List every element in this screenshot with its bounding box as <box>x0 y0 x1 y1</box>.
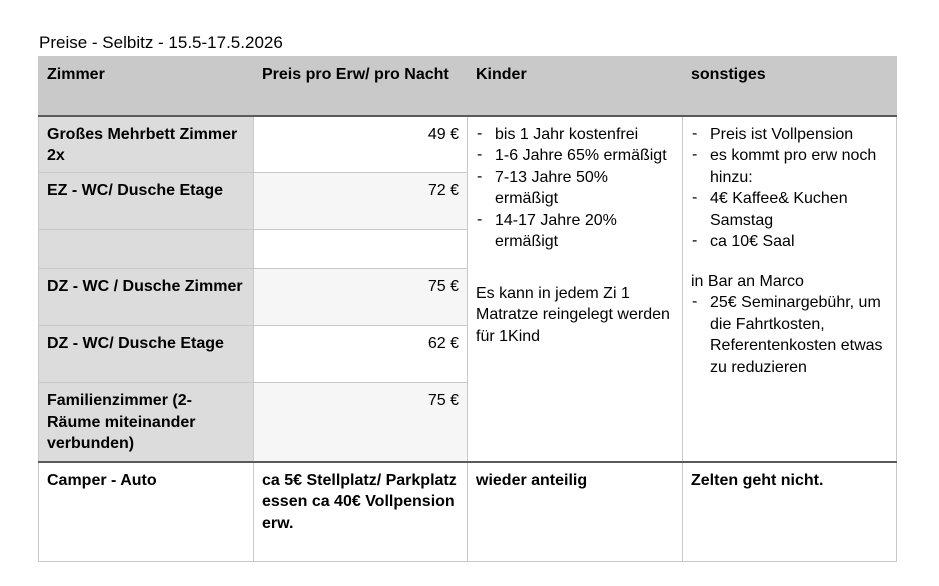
room-name: Großes Mehrbett Zimmer 2x <box>39 116 254 173</box>
list-item: - es kommt pro erw noch hinzu: <box>691 145 888 188</box>
sonstiges-cell <box>683 116 897 462</box>
room-price: 62 € <box>254 326 468 383</box>
room-name: DZ - WC/ Dusche Etage <box>39 326 254 383</box>
room-price: 75 € <box>254 269 468 326</box>
room-name <box>39 230 254 269</box>
room-price <box>254 230 468 269</box>
camper-sonstiges: Zelten geht nicht. <box>683 462 897 562</box>
room-price: 75 € <box>254 383 468 462</box>
price-table <box>38 56 897 562</box>
header-row <box>39 57 897 116</box>
header-zimmer: Zimmer <box>39 57 254 116</box>
list-item: - 4€ Kaffee& Kuchen Samstag <box>691 188 888 231</box>
bar-label: in Bar an Marco <box>691 272 804 290</box>
camper-label: Camper - Auto <box>39 462 254 562</box>
room-price: 49 € <box>254 116 468 173</box>
sonstiges-list <box>691 124 888 253</box>
list-item: - 25€ Seminargebühr, um die Fahrtkosten, Referentenkosten etwas zu reduzieren <box>691 292 888 378</box>
list-item: - Preis ist Vollpension <box>691 124 888 146</box>
list-item: - ca 10€ Saal <box>691 231 888 253</box>
header-sonstiges: sonstiges <box>683 57 897 116</box>
list-item: - bis 1 Jahr kostenfrei <box>476 124 674 146</box>
camper-kinder: wieder anteilig <box>468 462 683 562</box>
kinder-cell <box>468 116 683 462</box>
room-name: EZ - WC/ Dusche Etage <box>39 173 254 230</box>
kinder-list <box>476 124 674 253</box>
list-item: - 7-13 Jahre 50% ermäßigt <box>476 167 674 210</box>
camper-price-line: essen ca 40€ Vollpension erw. <box>262 493 455 532</box>
table-row <box>39 116 897 173</box>
header-preis: Preis pro Erw/ pro Nacht <box>254 57 468 116</box>
room-name: Familienzimmer (2-Räume miteinander verbunden) <box>39 383 254 462</box>
table-caption: Preise - Selbitz - 15.5-17.5.2026 <box>39 33 283 52</box>
list-item: - 1-6 Jahre 65% ermäßigt <box>476 145 674 167</box>
bar-list <box>691 292 888 378</box>
kinder-note: Es kann in jedem Zi 1 Matratze reingelegt werden für 1Kind <box>476 284 670 345</box>
camper-price <box>254 462 468 562</box>
room-name: DZ - WC / Dusche Zimmer <box>39 269 254 326</box>
room-price: 72 € <box>254 173 468 230</box>
camper-price-line: ca 5€ Stellplatz/ Parkplatz <box>262 471 457 489</box>
header-kinder: Kinder <box>468 57 683 116</box>
list-item: - 14-17 Jahre 20% ermäßigt <box>476 210 674 253</box>
table-row <box>39 462 897 562</box>
